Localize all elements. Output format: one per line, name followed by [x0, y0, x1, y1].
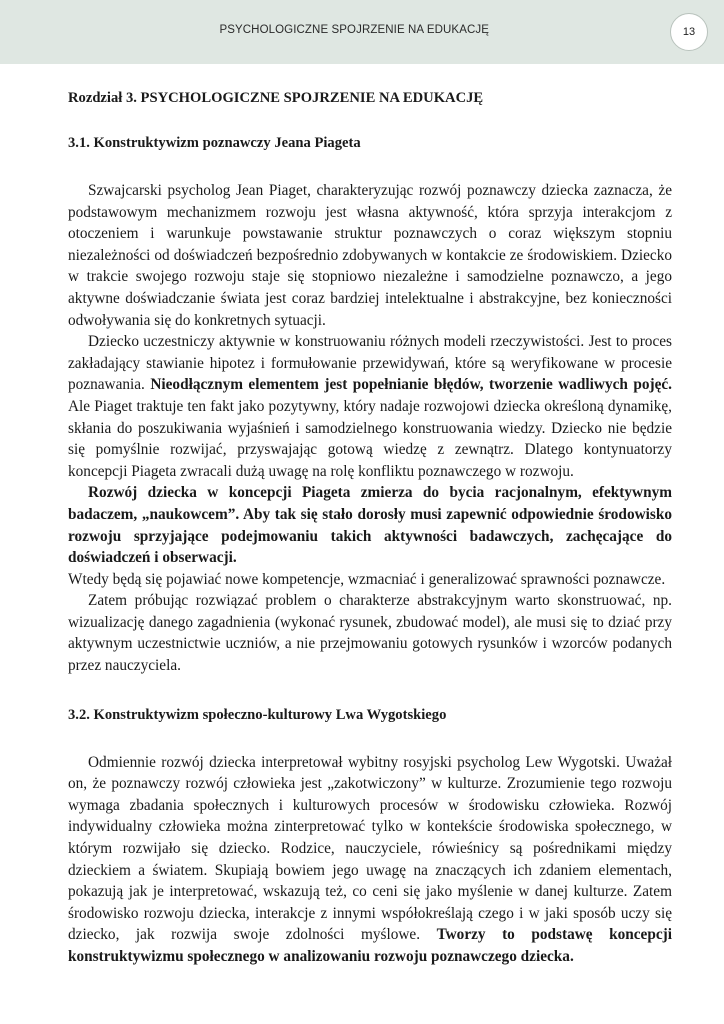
- paragraph: [68, 482, 672, 568]
- chapter-title: Rozdział 3. PSYCHOLOGICZNE SPOJRZENIE NA EDUKACJĘ: [68, 90, 484, 106]
- section-3-1-body: [68, 180, 672, 677]
- paragraph: [68, 331, 672, 482]
- section-heading-3-2: 3.2. Konstruktywizm społeczno-kulturowy Lwa Wygotskiego: [68, 706, 447, 723]
- paragraph: Wtedy będą się pojawiać nowe kompetencje, wzmacniać i generalizować sprawności poznawcze.: [68, 570, 666, 588]
- page-header: [0, 0, 724, 64]
- paragraph-text: Odmiennie rozwój dziecka interpretował wybitny rosyjski psycholog Lew Wygotski. Uważał on, że poznawczy rozwój człowieka jest „zakotwiczony” w kulturze. Zrozumienie tego rozwoju wymaga zbadania społecznych i kulturowych procesów w środowisku człowieka. Rozwój indywidualny człowieka można zinterpretować tylko w kontekście środowiska społecznego, w którym rozwijało się dziecko. Rodzice, nauczyciele, rówieśnicy są pośrednikami między dzieckiem a światem. Skupiają bowiem jego uwagę na znaczących ich zdaniem elementach, pokazują jak je interpretować, wskazują też, co ceni się jako myślenie w danej kulturze. Zatem środowisko rozwoju dziecka, interakcje z innymi współokreślają czego i w jaki sposób uczy się dziecko, jak rozwija swoje zdolności myślowe.: [68, 753, 672, 944]
- paragraph: [68, 752, 672, 968]
- page-content: [68, 82, 672, 968]
- emphasis-text: Tworzy to podstawę koncepcji konstruktywizmu społecznego w analizowaniu rozwoju poznawczego dziecka.: [68, 926, 672, 965]
- page-number-badge: 13: [670, 13, 708, 51]
- running-header-title: PSYCHOLOGICZNE SPOJRZENIE NA EDUKACJĘ: [219, 24, 489, 36]
- emphasis-text: Rozwój dziecka w koncepcji Piageta zmierza do bycia racjonalnym, efektywnym badaczem, „naukowcem”. Aby tak się stało dorosły musi zapewnić odpowiednie środowisko rozwoju sprzyjające podejmowaniu takich aktywności badawczych, zachęcające do doświadczeń i obserwacji.: [68, 484, 672, 567]
- paragraph-text: Dziecko uczestniczy aktywnie w konstruowaniu różnych modeli rzeczywistości. Jest to proces zakładający stawianie hipotez i formułowanie przewidywań, które są weryfikowane w procesie poznawania.: [68, 333, 672, 394]
- paragraph: Szwajcarski psycholog Jean Piaget, charakteryzując rozwój poznawczy dziecka zaznacza, że podstawowym mechanizmem rozwoju jest własna aktywność, która sprzyja interakcjom z otoczeniem i warunkuje powstawanie struktur poznawczych o coraz większym stopniu niezależności od doświadczeń bezpośrednio zdobywanych w kontakcie ze środowiskiem. Dziecko w trakcie swojego rozwoju staje się stopniowo niezależne i samodzielne poznawczo, a jego aktywne doświadczanie świata jest coraz bardziej intelektualne i abstrakcyjne, bez konieczności odwoływania się do konkretnych sytuacji.: [68, 182, 672, 329]
- paragraph-text: Ale Piaget traktuje ten fakt jako pozytywny, który nadaje rozwojowi dziecka określoną dynamikę, skłania do poszukiwania wyjaśnień i samodzielnego konstruowania wiedzy. Dziecko nie będzie się pomyślnie rozwijać, przyswajając gotową wiedzę z zewnątrz. Dlatego kontynuatorzy koncepcji Piageta zwracali dużą uwagę na rolę konfliktu poznawczego w rozwoju.: [68, 397, 672, 480]
- section-heading-3-1: 3.1. Konstruktywizm poznawczy Jeana Piageta: [68, 135, 361, 151]
- section-3-2-body: [68, 752, 672, 968]
- paragraph: Zatem próbując rozwiązać problem o charakterze abstrakcyjnym warto skonstruować, np. wizualizację danego zagadnienia (wykonać rysunek, zbudować model), ale musi się to dziać przy aktywnym uczestnictwie uczniów, a nie przejmowaniu gotowych rysunków i wzorców podanych przez nauczyciela.: [68, 592, 672, 675]
- emphasis-text: Nieodłącznym elementem jest popełnianie błędów, tworzenie wadliwych pojęć.: [150, 376, 673, 394]
